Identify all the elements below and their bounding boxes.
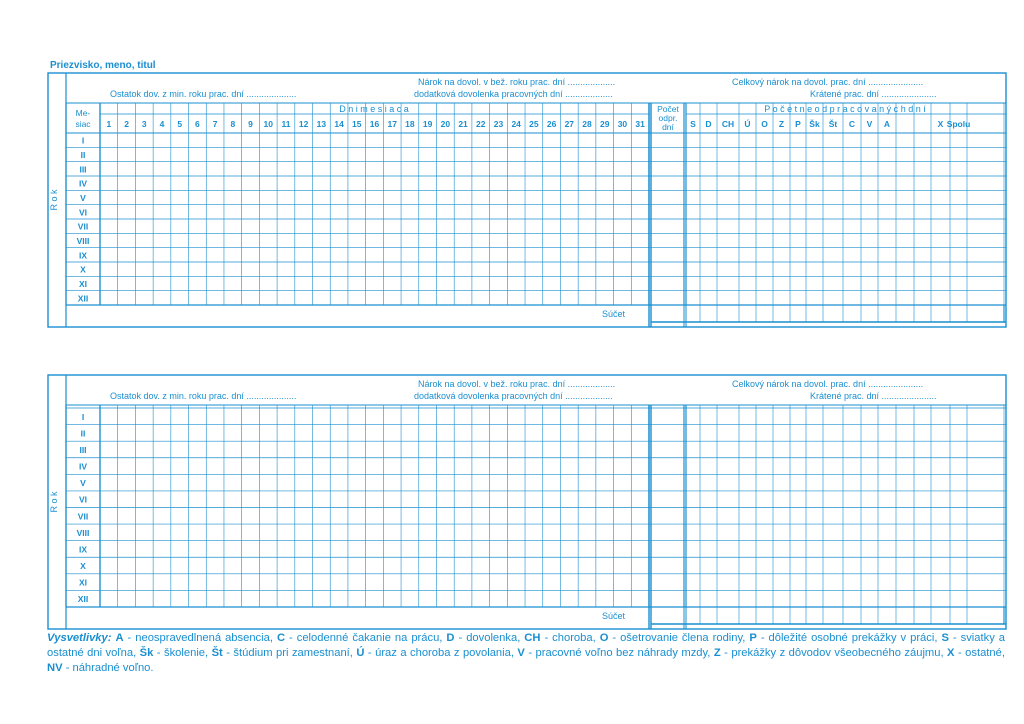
month-label: XII: [77, 594, 89, 605]
day-number-header: 23: [493, 119, 504, 129]
absence-code-header: Spolu: [946, 119, 971, 129]
legend-code: Ú: [356, 647, 365, 659]
day-number-header: 29: [599, 119, 610, 129]
legend-text: - pracovné voľno bez náhrady mzdy,: [524, 647, 714, 659]
legend-text: - sviatky a ostatné dni voľna,: [47, 632, 1005, 659]
legend-text: - celodenné čakanie na prácu,: [285, 632, 447, 644]
month-label: II: [80, 150, 86, 160]
legend-text: - úraz a choroba z povolania,: [364, 647, 518, 659]
day-number-header: 7: [212, 119, 218, 129]
day-number-header: 25: [529, 119, 539, 129]
month-label: VII: [77, 511, 89, 522]
legend-code: S: [941, 632, 949, 644]
month-label: V: [80, 193, 86, 203]
day-number-header: 14: [334, 119, 344, 129]
day-number-header: 15: [352, 119, 362, 129]
day-number-header: 31: [635, 119, 645, 129]
rok-label: R o k: [49, 189, 59, 211]
legend-code: Šk: [139, 647, 154, 659]
legend-text: - dôležité osobné prekážky v práci,: [756, 632, 942, 644]
legend-title: Vysvetlivky:: [47, 632, 112, 644]
legend-code: CH: [524, 632, 541, 644]
month-label: XII: [77, 293, 89, 304]
month-label: X: [80, 264, 86, 275]
legend-code: C: [276, 632, 286, 644]
day-number-header: 19: [422, 119, 433, 129]
month-label: IX: [78, 250, 88, 261]
absence-code-header: D: [705, 119, 712, 129]
absence-code-header: Šk: [809, 119, 820, 129]
absence-code-header: P: [795, 119, 801, 129]
day-number-header: 4: [159, 119, 165, 129]
ostatok-field: Ostatok dov. z min. roku prac. dní ....................: [110, 391, 297, 401]
mesiac-header: Me-: [75, 108, 91, 118]
day-number-header: 18: [405, 119, 415, 129]
legend-text: - prekážky z dôvodov všeobecného záujmu,: [720, 647, 948, 659]
day-number-header: 30: [617, 119, 628, 129]
month-label: VI: [78, 494, 88, 505]
absence-code-header: X: [937, 119, 944, 129]
month-label: V: [80, 478, 86, 489]
absence-code-header: A: [883, 119, 891, 129]
day-number-header: 1: [106, 119, 112, 129]
legend-code: O: [599, 632, 609, 644]
pocet-odpr-header: odpr.: [658, 113, 678, 123]
month-label: II: [80, 428, 86, 439]
day-number-header: 2: [124, 119, 129, 129]
month-label: XI: [78, 279, 88, 289]
section-1: [48, 73, 1006, 327]
month-label: I: [81, 411, 85, 422]
legend-code: X: [947, 647, 955, 659]
narok-bez-field: Nárok na dovol. v bež. roku prac. dní ...................: [418, 77, 616, 87]
legend-explanations: [47, 631, 1005, 676]
month-label: VIII: [76, 527, 90, 538]
absence-code-header: S: [690, 119, 696, 129]
month-label: IV: [78, 461, 88, 472]
section-frame: [48, 375, 1006, 629]
dni-mesiaca-header: D n i m e s i a c a: [339, 104, 409, 114]
absence-code-header: Št: [828, 119, 838, 129]
month-label: VIII: [76, 236, 90, 246]
celkovy-narok-field: Celkový nárok na dovol. prac. dní ......................: [732, 77, 924, 87]
day-number-header: 20: [440, 119, 451, 129]
day-number-header: 17: [387, 119, 397, 129]
month-label: IV: [78, 178, 88, 189]
dodatkova-field: dodatková dovolenka pracovných dní ...................: [414, 391, 613, 401]
day-number-header: 24: [511, 119, 521, 129]
month-label: III: [79, 164, 87, 175]
day-number-header: 10: [263, 119, 273, 129]
month-label: VII: [77, 221, 89, 232]
day-number-header: 9: [248, 119, 253, 129]
day-number-header: 12: [298, 119, 309, 129]
day-number-header: 16: [369, 119, 380, 129]
month-label: X: [80, 561, 86, 572]
sucet-label: Súčet: [602, 611, 626, 621]
legend-code: V: [517, 647, 525, 659]
mesiac-header: siac: [75, 119, 91, 129]
month-label: VI: [78, 207, 88, 218]
celkovy-narok-field: Celkový nárok na dovol. prac. dní ......................: [732, 379, 924, 389]
day-number-header: 6: [195, 119, 200, 129]
absence-code-header: V: [866, 119, 873, 129]
day-number-header: 8: [230, 119, 236, 129]
absence-code-header: O: [761, 119, 768, 129]
legend-text: - neospravedlnená absencia,: [123, 632, 277, 644]
kratene-field: Krátené prac. dní ......................: [810, 391, 937, 401]
legend-text: - choroba,: [540, 632, 600, 644]
page-title: Priezvisko, meno, titul: [50, 60, 156, 71]
day-number-header: 27: [564, 119, 575, 129]
day-number-header: 11: [281, 119, 291, 129]
sucet-label: Súčet: [602, 309, 626, 319]
day-number-header: 5: [177, 119, 183, 129]
legend-text: - ostatné,: [954, 647, 1005, 659]
pocet-odpr-header: Počet: [657, 104, 679, 114]
pocet-neodpr-header: P o č e t n e o d p r a c o v a n ý c h d n í: [764, 104, 926, 114]
rok-label: R o k: [49, 491, 59, 513]
absence-code-header: Z: [778, 119, 785, 129]
day-number-header: 13: [316, 119, 327, 129]
legend-code: A: [115, 632, 124, 644]
legend-text: - ošetrovanie člena rodiny,: [608, 632, 750, 644]
day-number-header: 22: [476, 119, 486, 129]
legend-text: - štúdium pri zamestnaní,: [222, 647, 357, 659]
legend-code: Z: [713, 647, 721, 659]
legend-code: Št: [211, 647, 223, 659]
month-label: XI: [78, 577, 88, 588]
pocet-odpr-header: dní: [662, 122, 674, 132]
day-number-header: 26: [546, 119, 557, 129]
legend-text: - školenie,: [153, 647, 212, 659]
legend-code: P: [749, 632, 757, 644]
month-label: IX: [78, 544, 88, 555]
absence-code-header: CH: [721, 119, 735, 129]
legend-text: - dovolenka,: [454, 632, 525, 644]
kratene-field: Krátené prac. dní ......................: [810, 89, 937, 99]
day-number-header: 3: [141, 119, 147, 129]
narok-bez-field: Nárok na dovol. v bež. roku prac. dní ...................: [418, 379, 616, 389]
absence-code-header: C: [848, 119, 856, 129]
ostatok-field: Ostatok dov. z min. roku prac. dní ....................: [110, 89, 297, 99]
month-label: I: [81, 135, 85, 146]
legend-code: NV: [47, 662, 63, 674]
day-number-header: 21: [458, 119, 468, 129]
legend-code: D: [446, 632, 455, 644]
month-label: III: [79, 444, 87, 455]
dodatkova-field: dodatková dovolenka pracovných dní ...................: [414, 89, 613, 99]
section-2: [48, 375, 1006, 629]
legend-text: - náhradné voľno.: [62, 662, 154, 674]
absence-code-header: Ú: [744, 119, 751, 129]
day-number-header: 28: [582, 119, 592, 129]
